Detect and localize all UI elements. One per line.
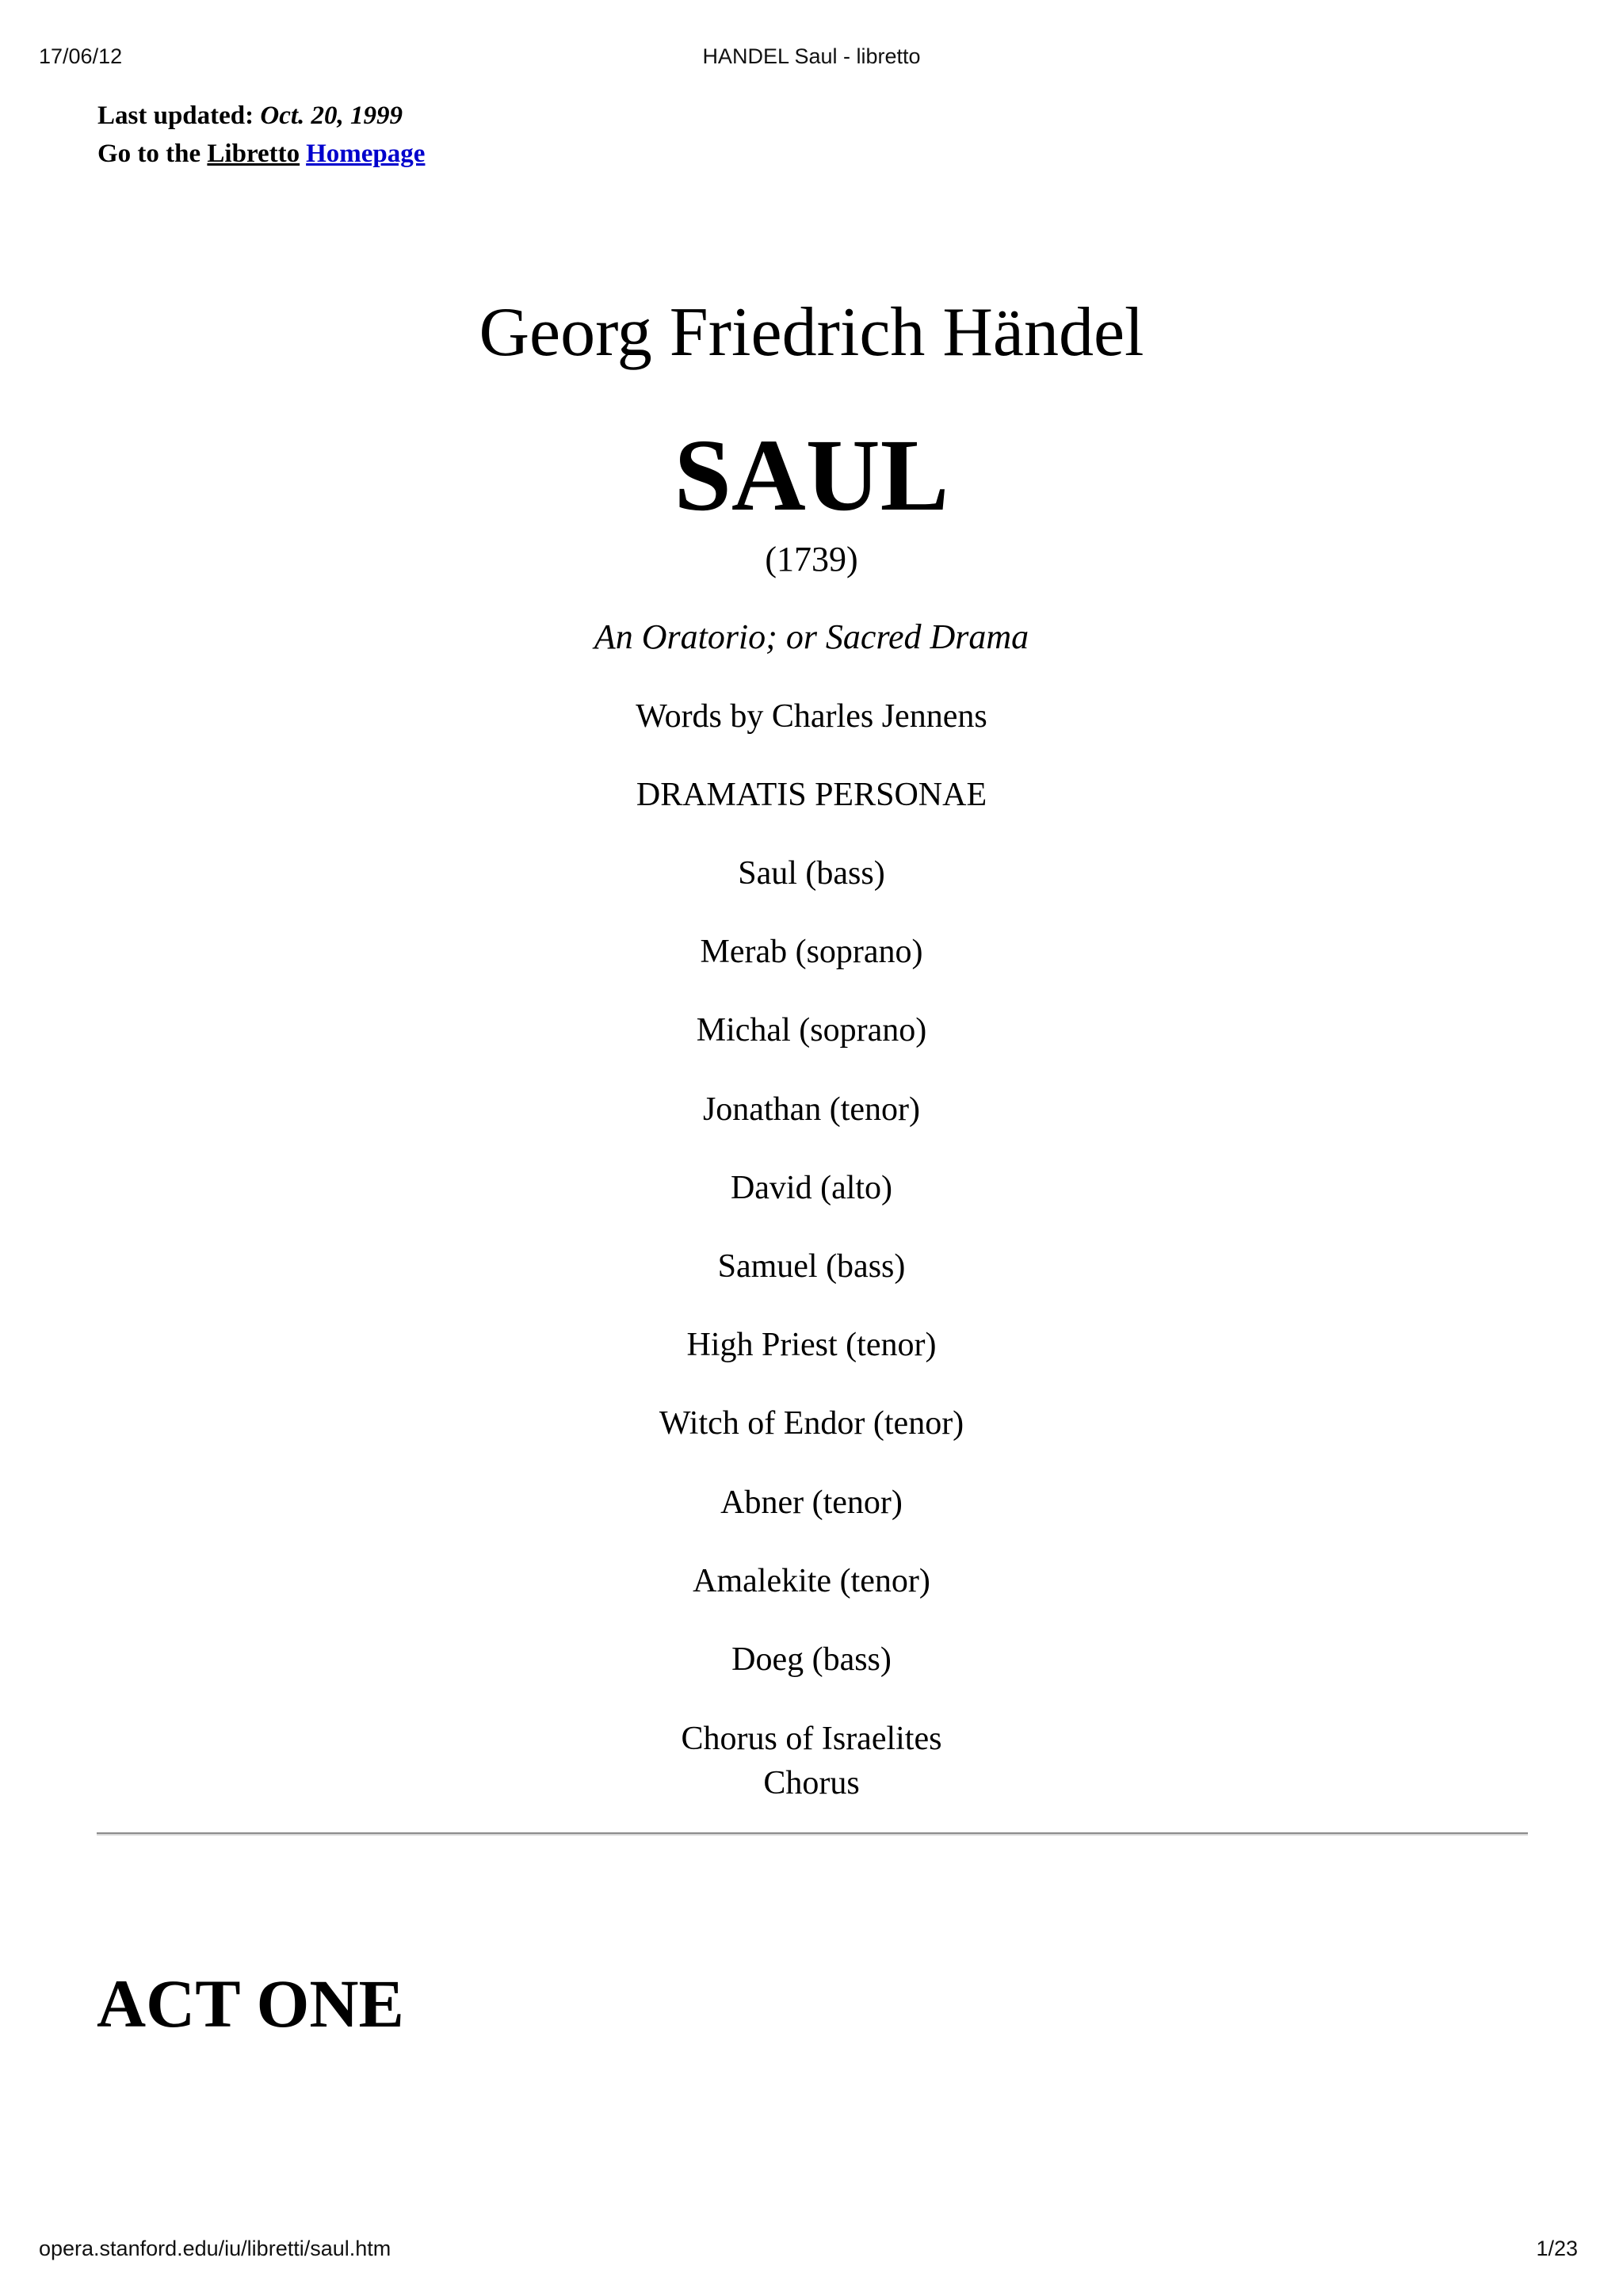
cast-item: Amalekite (tenor) [693,1562,930,1599]
chorus-line-2: Chorus [763,1765,860,1801]
print-page-title: HANDEL Saul - libretto [702,44,921,68]
print-header [0,44,1623,73]
cast-item: Merab (soprano) [700,934,923,971]
cast-item: Doeg (bass) [731,1641,892,1678]
cast-item: Saul (bass) [738,855,885,892]
homepage-link[interactable]: Homepage [306,139,426,168]
goto-label: Go to the [97,139,201,168]
cast-item: Jonathan (tenor) [702,1091,921,1128]
work-year: (1739) [765,540,858,579]
last-updated-label: Last updated: [97,101,254,130]
update-info [97,97,425,173]
print-footer [0,2237,1623,2265]
librettist-credit: Words by Charles Jennens [636,698,987,735]
last-updated-date: Oct. 20, 1999 [260,101,403,130]
print-page-number: 1/23 [1536,2237,1578,2260]
composer-name: Georg Friedrich Händel [479,294,1144,371]
work-title: SAUL [674,418,949,533]
cast-list [0,851,1623,1716]
print-date: 17/06/12 [39,44,123,68]
goto-line [97,135,425,173]
cast-item: Witch of Endor (tenor) [659,1405,964,1442]
last-updated-line [97,97,425,135]
cast-item: Michal (soprano) [696,1012,927,1049]
work-subtitle: An Oratorio; or Sacred Drama [594,617,1029,656]
horizontal-rule [97,1832,1528,1836]
dramatis-personae-heading: DRAMATIS PERSONAE [636,777,987,813]
libretto-link[interactable]: Libretto [207,139,300,168]
act-heading: ACT ONE [97,1966,404,2042]
cast-item: Abner (tenor) [720,1484,903,1521]
print-url: opera.stanford.edu/iu/libretti/saul.htm [39,2237,391,2260]
cast-item: High Priest (tenor) [686,1327,937,1364]
chorus-entry [0,1717,1623,1805]
cast-item: David (alto) [730,1169,893,1206]
chorus-line-1: Chorus of Israelites [681,1721,942,1757]
cast-item: Samuel (bass) [717,1247,906,1285]
